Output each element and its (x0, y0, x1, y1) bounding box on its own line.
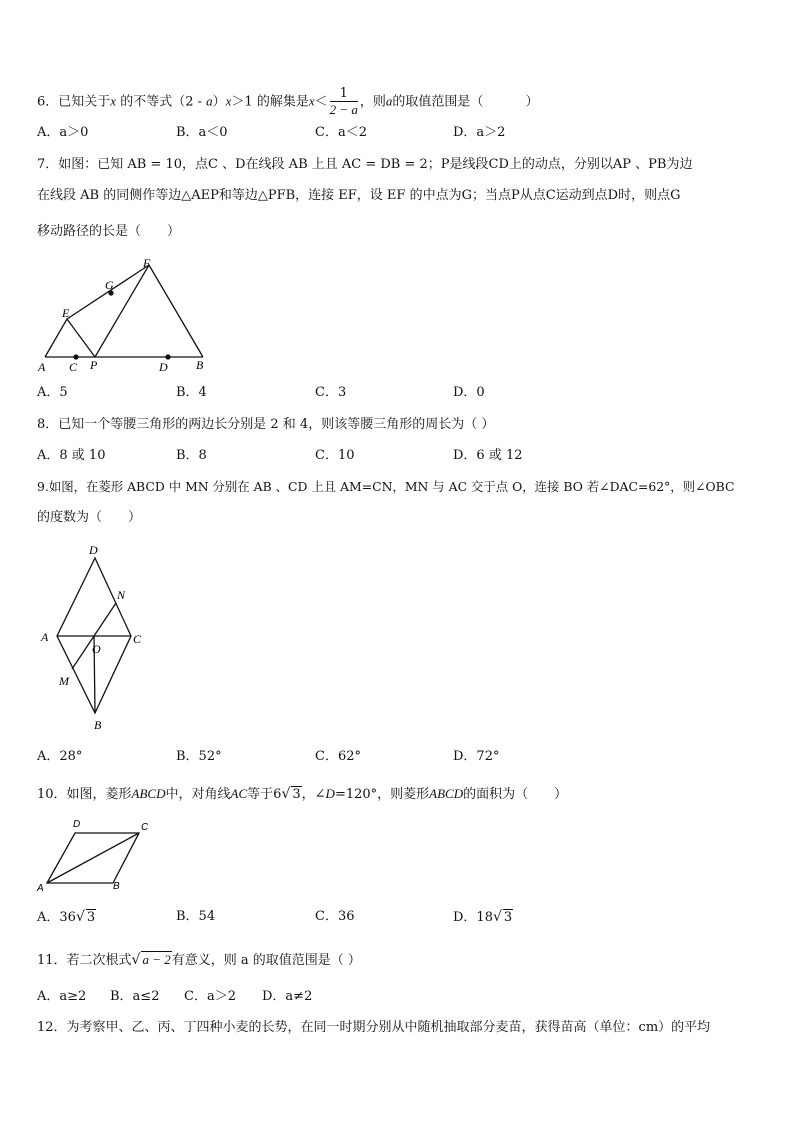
q10-option-c: C．36 (315, 909, 355, 924)
q8-option-b: B．8 (176, 448, 207, 463)
q11-option-b: B．a≤2 (110, 989, 160, 1004)
q10-figure (35, 815, 165, 895)
label-d: D (159, 360, 168, 374)
label-c: C (141, 822, 149, 833)
label-d: D (89, 543, 98, 557)
q9-option-d: D．72° (453, 749, 500, 764)
fraction: $\frac{1}{2 - a}$ (329, 86, 358, 117)
q9-option-b: B．52° (176, 749, 222, 764)
q7-option-d: D．0 (453, 385, 485, 400)
q11-option-a: A．a≥2 (37, 989, 87, 1004)
label-o: O (92, 642, 101, 656)
label-b: B (94, 718, 102, 732)
question-9-line-2: 的度数为（ ） (37, 510, 142, 525)
question-7-line-3: 移动路径的长是（ ） (37, 224, 181, 239)
label-d: D (73, 819, 81, 830)
label-p: P (90, 358, 98, 372)
q11-option-c: C．a＞2 (184, 989, 236, 1004)
label-c: C (69, 360, 78, 374)
label-n: N (117, 588, 126, 602)
q8-option-d: D．6 或 12 (453, 448, 523, 463)
q6-option-a: A．a＞0 (37, 125, 89, 140)
label-a: A (41, 630, 49, 644)
q8-option-c: C．10 (315, 448, 355, 463)
q9-figure (35, 541, 155, 736)
question-11-stem: 11．若二次根式√ a − 2有意义，则 a 的取值范围是（ ） (37, 952, 361, 968)
label-b: B (113, 881, 120, 892)
label-a: A (38, 360, 46, 374)
q11-option-d: D．a≠2 (262, 989, 313, 1004)
label-m: M (59, 674, 69, 688)
point-d (165, 354, 170, 359)
q6-option-d: D．a＞2 (453, 125, 506, 140)
q7-figure (35, 255, 215, 375)
label-g: G (105, 278, 114, 292)
q10-option-b: B．54 (176, 909, 216, 924)
q7-option-a: A．5 (37, 385, 68, 400)
q6-option-c: C．a＜2 (315, 125, 367, 140)
label-a: A (37, 883, 44, 894)
question-7-line-1: 7．如图：已知 AB = 10，点C 、D在线段 AB 上且 AC = DB = 2；P是线段CD上的动点，分别以AP 、PB为边 (37, 157, 693, 172)
question-10-stem: 10．如图，菱形ABCD中，对角线AC等于6√ 3，∠D=120°，则菱形ABCD的面积为（ ） (37, 786, 568, 802)
segment-ef (67, 265, 149, 319)
q9-option-c: C．62° (315, 749, 361, 764)
point-c (73, 354, 78, 359)
q9-option-a: A．28° (37, 749, 83, 764)
label-e: E (62, 306, 70, 320)
question-12-stem: 12．为考察甲、乙、丙、丁四种小麦的长势，在同一时期分别从中随机抽取部分麦苗，获得苗高（单位：cm）的平均 (37, 1020, 711, 1035)
q10-option-a: A．36√ 3 (37, 909, 96, 925)
question-8-stem: 8．已知一个等腰三角形的两边长分别是 2 和 4，则该等腰三角形的周长为（ ） (37, 417, 495, 432)
question-9-line-1: 9.如图，在菱形 ABCD 中 MN 分别在 AB 、CD 上且 AM=CN，MN 与 AC 交于点 O，连接 BO 若∠DAC=62°，则∠OBC (37, 479, 735, 494)
label-c: C (133, 632, 142, 646)
label-f: F (143, 256, 151, 270)
label-b: B (196, 358, 204, 372)
q10-option-d: D．18√ 3 (453, 909, 513, 925)
q8-option-a: A．8 或 10 (37, 448, 106, 463)
question-6-stem: 6．已知关于x 的不等式（2 - a）x＞1 的解集是x＜ $\frac{1}{2 - a}$ ，则a的取值范围是（ ） (37, 86, 539, 117)
q7-option-b: B．4 (176, 385, 207, 400)
q7-option-c: C．3 (315, 385, 347, 400)
triangle-aep (45, 319, 95, 357)
q6-option-b: B．a＜0 (176, 125, 228, 140)
question-7-line-2: 在线段 AB 的同侧作等边△AEP和等边△PFB，连接 EF，设 EF 的中点为G；当点P从点C运动到点D时，则点G (37, 188, 681, 203)
